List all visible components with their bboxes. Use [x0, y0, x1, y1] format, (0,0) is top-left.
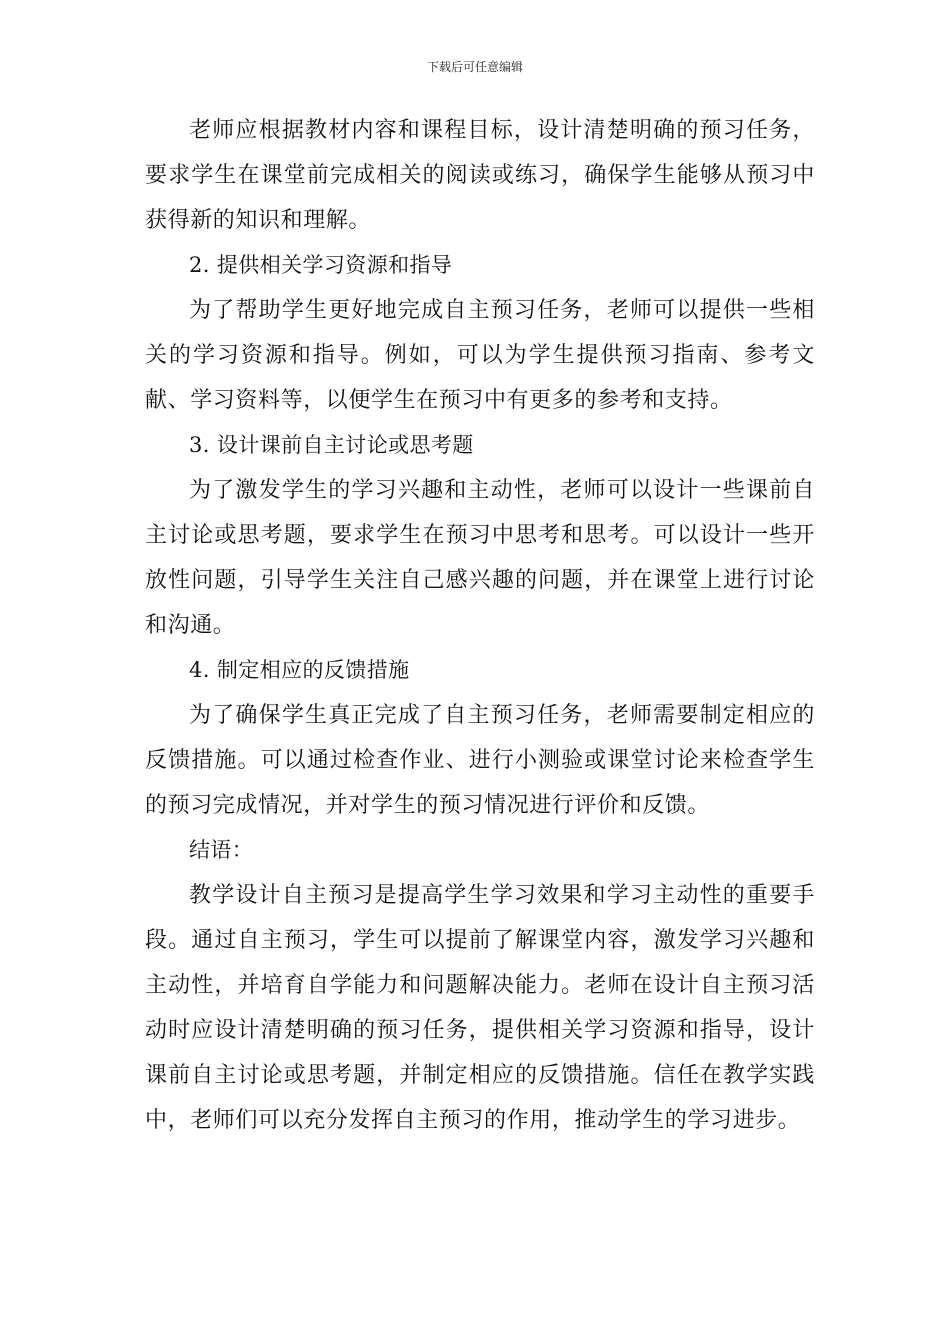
paragraph-conclusion: 教学设计自主预习是提高学生学习效果和学习主动性的重要手段。通过自主预习，学生可以提前了解课堂内容，激发学习兴趣和主动性，并培育自学能力和问题解决能力。老师在设计自主预习活动时应设计清楚明确的预习任务，提供相关学习资源和指导，设计课前自主讨论或思考题，并制定相应的反馈措施。信任在教学实践中，老师们可以充分发挥自主预习的作用，推动学生的学习进步。: [145, 883, 815, 1133]
heading-conclusion: 结语：: [189, 838, 254, 862]
document-body: [145, 108, 815, 1143]
heading-discussion: 3. 设计课前自主讨论或思考题: [189, 433, 474, 457]
paragraph-task-design: 老师应根据教材内容和课程目标，设计清楚明确的预习任务，要求学生在课堂前完成相关的阅读或练习，确保学生能够从预习中获得新的知识和理解。: [145, 118, 815, 233]
paragraph-discussion: 为了激发学生的学习兴趣和主动性，老师可以设计一些课前自主讨论或思考题，要求学生在预习中思考和思考。可以设计一些开放性问题，引导学生关注自己感兴趣的问题，并在课堂上进行讨论和沟通。: [145, 478, 815, 638]
paragraph-resources: 为了帮助学生更好地完成自主预习任务，老师可以提供一些相关的学习资源和指导。例如，可以为学生提供预习指南、参考文献、学习资料等，以便学生在预习中有更多的参考和支持。: [145, 298, 815, 413]
paragraph-feedback: 为了确保学生真正完成了自主预习任务，老师需要制定相应的反馈措施。可以通过检查作业、进行小测验或课堂讨论来检查学生的预习完成情况，并对学生的预习情况进行评价和反馈。: [145, 703, 815, 818]
page-header: 下载后可任意编辑: [426, 60, 523, 74]
heading-feedback: 4. 制定相应的反馈措施: [189, 658, 410, 682]
heading-resources: 2. 提供相关学习资源和指导: [189, 253, 453, 277]
